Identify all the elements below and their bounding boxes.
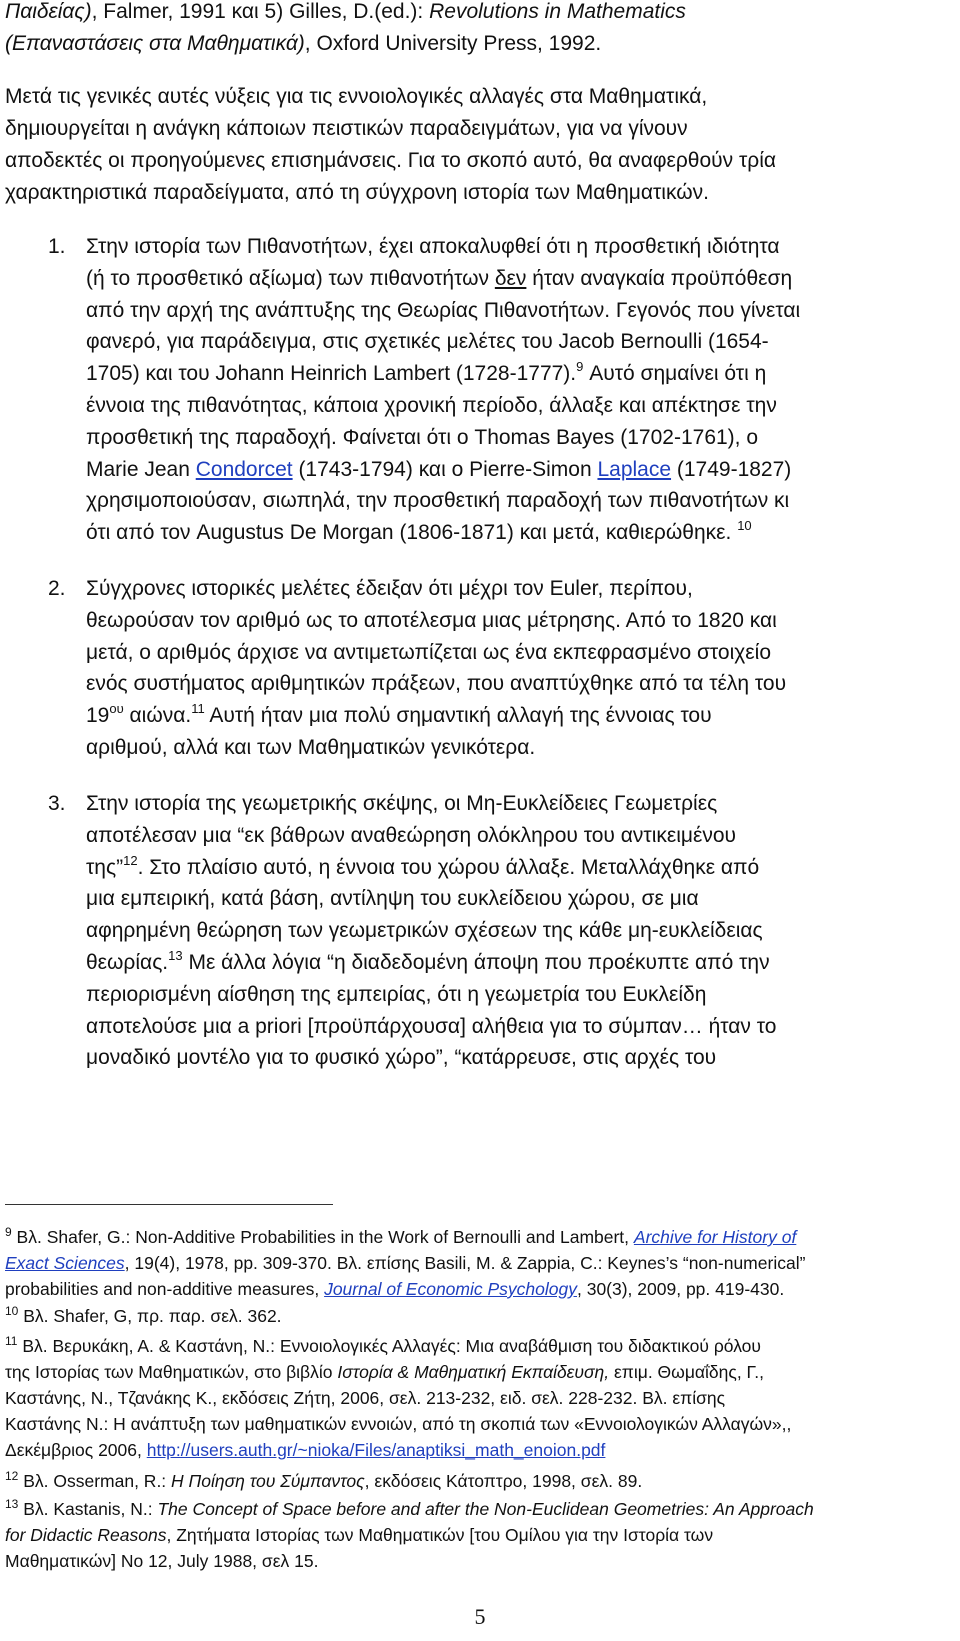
footnote-10: $^{10}$ Βλ. Shafer, G, πρ. παρ. σελ. 362. (5, 1304, 282, 1326)
laplace-link[interactable]: Laplace (597, 457, 672, 481)
footnote-11: $^{11}$ Βλ. Βερυκάκη, Α. & Καστάνη, Ν.: Εννοιολογικές Αλλαγές: Μια αναβάθμιση του διδακτικού ρόλου της Ιστορίας των Μαθηματικών, στο βιβλίο Ιστορία & Μαθηματική Εκπαίδευση, επιμ. Θωμαΐδης, Γ., Καστάνης, Ν., Τζανάκης Κ., εκδόσεις Ζήτη, 2006, σελ. 213-232, ειδ. σελ. 228-232. Βλ. επίσης Καστάνης Ν.: Η ανάπτυξη των μαθηματικών εννοιών, από τη σκοπιά των «Εννοιολογικών Αλλαγών»,, Δεκέμβριος 2006, http://users.auth.gr/~nioka/Files/anaptiksi_math_enoion.pdf (5, 1334, 792, 1460)
footnote-separator (5, 1204, 333, 1205)
item-2-number: 2. (48, 577, 66, 600)
footnote-12: $^{12}$ Βλ. Osserman, R.: Η Ποίηση του Σύμπαντος, εκδόσεις Κάτοπτρο, 1998, σελ. 89. (5, 1469, 643, 1491)
intro-line-2: δημιουργείται η ανάγκη κάποιων πειστικών παραδειγμάτων, για να γίνουν (5, 117, 688, 140)
footnote-13: $^{13}$ Βλ. Kastanis, N.: The Concept of Space before and after the Non-Euclidean Geometries: An Approach for Didactic Reasons, Ζητήματα Ιστορίας των Μαθηματικών [του Ομίλου για την Ιστορία των Μαθηματικών] No 12, July 1988, σελ 15. (5, 1497, 814, 1571)
journal-econ-psych-link[interactable]: Journal of Economic Psychology (324, 1279, 577, 1299)
footnote-ref-10[interactable]: 10 (737, 518, 752, 534)
archive-history-link[interactable]: Archive for History of (633, 1227, 797, 1247)
intro-line-4: χαρακτηριστικά παραδείγματα, από τη σύγχρονη ιστορία των Μαθηματικών. (5, 181, 709, 204)
auth-pdf-link[interactable]: http://users.auth.gr/~nioka/Files/anaptiksi_math_enoion.pdf (146, 1440, 606, 1460)
reference-line-2: (Επαναστάσεις στα Μαθηματικά), Oxford University Press, 1992. (5, 32, 602, 55)
intro-line-1: Μετά τις γενικές αυτές νύξεις για τις εννοιολογικές αλλαγές στα Μαθηματικά, (5, 85, 708, 108)
intro-line-3: αποδεκτές οι προηγούμενες επισημάνσεις. Για το σκοπό αυτό, θα αναφερθούν τρία (5, 149, 777, 172)
condorcet-link[interactable]: Condorcet (195, 457, 293, 481)
exact-sciences-link[interactable]: Exact Sciences (5, 1253, 125, 1273)
item-2-text: Σύγχρονες ιστορικές μελέτες έδειξαν ότι μέχρι τον Euler, περίπου, θεωρούσαν τον αριθμό ως το αποτέλεσμα μιας μέτρησης. Από το 1820 και μετά, ο αριθμός άρχισε να αντιμετωπίζεται ως ένα εκπεφρασμένο στοιχείο ενός συστήματος αριθμητικών πράξεων, που αναπτύχθηκε από τα τέλη του $19^{o\upsilon}$ αιώνα.$^{11}$ Αυτή ήταν μια πολύ σημαντική αλλαγή της έννοιας του αριθμού, αλλά και των Μαθηματικών γενικότερα. (86, 577, 787, 759)
item-3-text: Στην ιστορία της γεωμετρικής σκέψης, οι Μη-Ευκλείδειες Γεωμετρίες αποτέλεσαν μια “εκ βάθρων αναθεώρηση ολόκληρου του αντικειμένου της”$^{12}$. Στο πλαίσιο αυτό, η έννοια του χώρου άλλαξε. Μεταλλάχθηκε από μια εμπειρική, κατά βάση, αντίληψη του ευκλείδειου χώρου, σε μια αφηρημένη θεώρηση των γεωμετρικών σχέσεων της κάθε μη-ευκλείδειας θεωρίας.$^{13}$ Με άλλα λόγια “η διαδεδομένη άποψη που προέκυπτε από την περιορισμένη αίσθηση της εμπειρίας, ότι η γεωμετρία του Ευκλείδη αποτελούσε μια a priori [προϋπάρχουσα] αλήθεια για το σύμπαν… ήταν το μοναδικό μοντέλο για το φυσικό χώρο”, “κατάρρευσε, στις αρχές του (86, 792, 777, 1070)
footnote-ref-9[interactable]: 9 (576, 359, 584, 375)
item-3-number: 3. (48, 792, 66, 815)
footnote-ref-12[interactable]: 12 (123, 852, 138, 868)
footnote-ref-13[interactable]: 13 (168, 947, 183, 963)
footnote-ref-11[interactable]: 11 (191, 701, 205, 717)
item-1-text: Στην ιστορία των Πιθανοτήτων, έχει αποκαλυφθεί ότι η προσθετική ιδιότητα (ή το προσθετικό αξίωμα) των πιθανοτήτων δεν ήταν αναγκαία προϋπόθεση από την αρχή της ανάπτυξης της Θεωρίας Πιθανοτήτων. Γεγονός που γίνεται φανερό, για παράδειγμα, στις σχετικές μελέτες του Jacob Bernoulli (1654- 1705) και του Johann Heinrich Lambert (1728-1777).$^9$ Αυτό σημαίνει ότι η έννοια της πιθανότητας, κάποια χρονική περίοδο, άλλαξε και απέκτησε την προσθετική της παραδοχή. Φαίνεται ότι ο Thomas Bayes (1702-1761), ο Marie Jean Condorcet (1743-1794) και ο Pierre-Simon Laplace (1749-1827) χρησιμοποιούσαν, σιωπηλά, την προσθετική παραδοχή των πιθανοτήτων κι ότι από τον Augustus De Morgan (1806-1871) και μετά, καθιερώθηκε. $^{10}$ (86, 235, 801, 545)
item-1-number: 1. (48, 235, 66, 258)
reference-line-1: Παιδείας), Falmer, 1991 και 5) Gilles, D.(ed.): Revolutions in Mathematics (5, 0, 686, 23)
page-number: 5 (474, 1604, 486, 1629)
footnote-9: $^9$ Βλ. Shafer, G.: Non-Additive Probabilities in the Work of Bernoulli and Lambert, Archive for History of Exact Sciences, 19(4), 1978, pp. 309-370. Βλ. επίσης Basili, M. & Zappia, C.: Keynes’s “non-numerical” probabilities and non-additive measures, Journal of Economic Psychology, 30(3), 2009, pp. 419-430. (5, 1225, 806, 1299)
